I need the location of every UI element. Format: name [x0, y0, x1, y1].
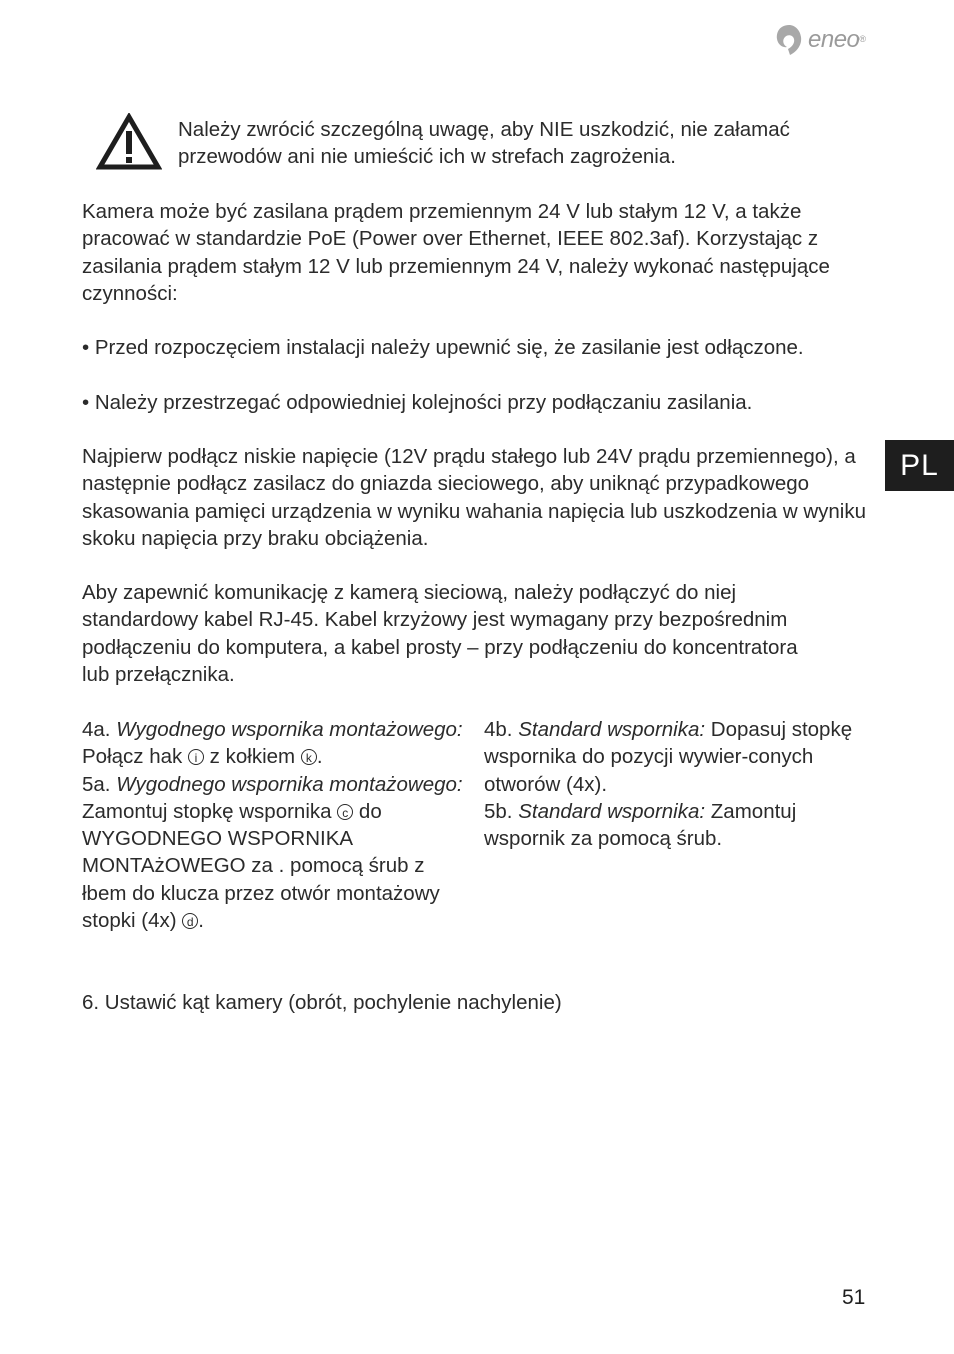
- step-5b: 5b. Standard wspornika: Zamontuj wspornik za pomocą śrub.: [484, 799, 797, 851]
- registered-mark: ®: [859, 34, 867, 45]
- step-4a: 4a. Wygodnego wspornika montażowego: Połącz hak i z kołkiem k .: [82, 718, 463, 769]
- logo-text: eneo: [808, 26, 860, 54]
- left-column: [82, 716, 472, 934]
- power-order-paragraph: Najpierw podłącz niskie napięcie (12V prądu stałego lub 24V prądu przemiennego), a następnie podłącz zasilacz do gniazda sieciowego, aby uniknąć przypadkowego skasowania pamięci urządzenia w wyniku wahania napięcia lub uszkodzenia w wyniku skoku napięcia przy braku obciążenia.: [82, 445, 866, 550]
- right-column: [484, 716, 874, 852]
- bullet-item: • Należy przestrzegać odpowiedniej kolejności przy podłączaniu zasilania.: [82, 391, 753, 414]
- warning-text: Należy zwrócić szczególną uwagę, aby NIE uszkodzić, nie załamać przewodów ani nie umieścić ich w strefach zagrożenia.: [178, 118, 790, 169]
- warning-triangle-icon: [96, 113, 162, 171]
- circled-letter-k: k: [301, 749, 317, 765]
- circled-letter-c: c: [337, 804, 353, 820]
- eneo-logo-icon: [774, 23, 804, 57]
- bullet-item: • Przed rozpoczęciem instalacji należy upewnić się, że zasilanie jest odłączone.: [82, 336, 804, 359]
- step-5a: 5a. Wygodnego wspornika montażowego: Zamontuj stopkę wspornika c do WYGODNEGO WSPORNIKA MONTAżOWEGO za . pomocą śrub z łbem do klucza przez otwór montażowy stopki (4x) d .: [82, 772, 463, 933]
- network-paragraph: Aby zapewnić komunikację z kamerą sieciową, należy podłączyć do niej standardowy kabel RJ-45. Kabel krzyżowy jest wymagany przy bezpośrednim podłączeniu do komputera, a kabel prosty – przy podłączeniu do koncentratora lub przełącznika.: [82, 581, 798, 686]
- step-4b: 4b. Standard wspornika: Dopasuj stopkę wspornika do pozycji wywier-conych otworów (4x).: [484, 718, 853, 796]
- power-intro-paragraph: Kamera może być zasilana prądem przemiennym 24 V lub stałym 12 V, a także pracować w standardzie PoE (Power over Ethernet, IEEE 802.3af). Korzystając z zasilania prądem stałym 12 V lub przemiennym 24 V, należy wykonać następujące czynności:: [82, 200, 830, 305]
- eneo-logo: [774, 20, 884, 60]
- step-6: 6. Ustawić kąt kamery (obrót, pochylenie nachylenie): [82, 991, 562, 1014]
- language-tab: PL: [885, 440, 954, 491]
- circled-letter-i: i: [188, 749, 204, 765]
- circled-letter-d: d: [182, 913, 198, 929]
- page-number: 51: [842, 1286, 866, 1309]
